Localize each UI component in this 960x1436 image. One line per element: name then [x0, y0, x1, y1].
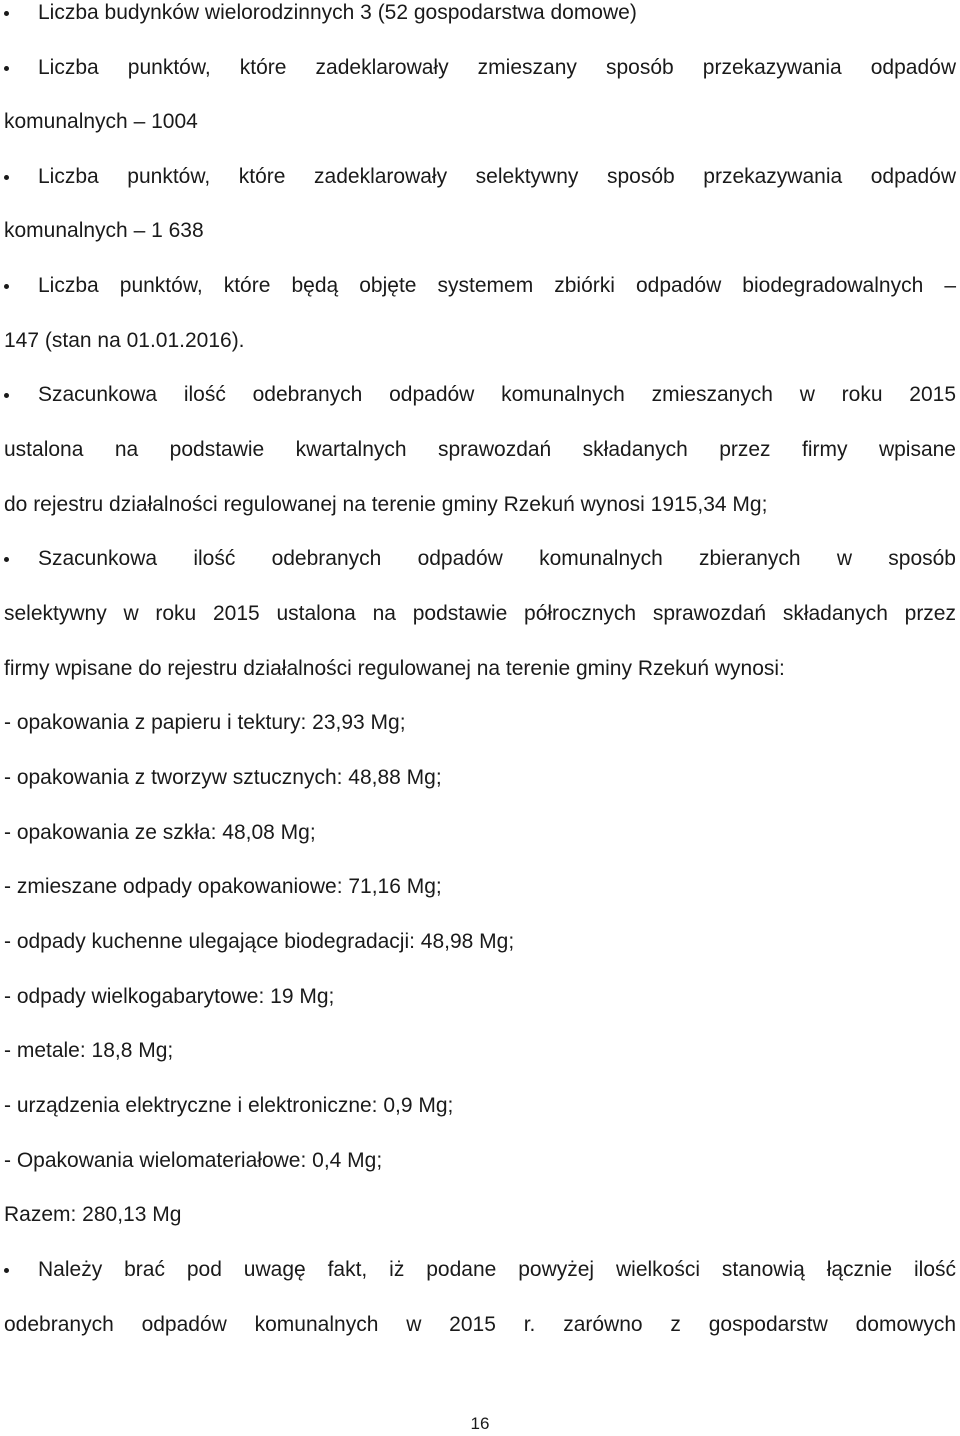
- text-line-24: [4, 1257, 956, 1283]
- line-text: Szacunkowa ilość odebranych odpadów komunalnych zbieranych w sposób: [38, 547, 956, 570]
- line-text: - opakowania z tworzyw sztucznych: 48,88 Mg;: [4, 766, 442, 789]
- line-text: komunalnych – 1004: [4, 110, 198, 133]
- text-line-9: [4, 437, 956, 463]
- line-text: selektywny w roku 2015 ustalona na podstawie półrocznych sprawozdań składanych przez: [4, 602, 956, 625]
- line-text: - odpady wielkogabarytowe: 19 Mg;: [4, 985, 335, 1008]
- text-line-10: [4, 492, 956, 518]
- line-text: Liczba punktów, które zadeklarowały selektywny sposób przekazywania odpadów: [38, 165, 956, 188]
- text-line-25: [4, 1312, 956, 1338]
- text-line-13: [4, 656, 956, 682]
- list-item-kitchen-waste: [4, 929, 956, 955]
- page-number: 16: [470, 1414, 490, 1433]
- line-text: ustalona na podstawie kwartalnych sprawozdań składanych przez firmy wpisane: [4, 438, 956, 461]
- line-text: Liczba budynków wielorodzinnych 3 (52 gospodarstwa domowe): [38, 1, 637, 24]
- text-line-6: [4, 273, 956, 299]
- line-text: komunalnych – 1 638: [4, 219, 204, 242]
- text-line-1: [4, 0, 956, 26]
- line-text: Szacunkowa ilość odebranych odpadów komunalnych zmieszanych w roku 2015: [38, 383, 956, 406]
- text-line-7: [4, 328, 956, 354]
- text-line-8: [4, 382, 956, 408]
- list-item-bulky-waste: [4, 984, 956, 1010]
- list-item-paper: [4, 710, 956, 736]
- total-line: [4, 1202, 956, 1228]
- line-text: - opakowania ze szkła: 48,08 Mg;: [4, 821, 316, 844]
- line-text: - metale: 18,8 Mg;: [4, 1039, 174, 1062]
- line-text: - Opakowania wielomateriałowe: 0,4 Mg;: [4, 1149, 383, 1172]
- bullet-icon: [4, 66, 9, 71]
- text-line-3: [4, 109, 956, 135]
- list-item-plastic: [4, 765, 956, 791]
- line-text: do rejestru działalności regulowanej na terenie gminy Rzekuń wynosi 1915,34 Mg;: [4, 493, 768, 516]
- line-text: Należy brać pod uwagę fakt, iż podane powyżej wielkości stanowią łącznie ilość: [38, 1258, 956, 1281]
- list-item-mixed-packaging: [4, 874, 956, 900]
- text-line-2: [4, 55, 956, 81]
- line-text: - zmieszane odpady opakowaniowe: 71,16 Mg;: [4, 875, 442, 898]
- text-line-5: [4, 218, 956, 244]
- line-text: - urządzenia elektryczne i elektroniczne: 0,9 Mg;: [4, 1094, 454, 1117]
- line-text: 147 (stan na 01.01.2016).: [4, 329, 245, 352]
- bullet-icon: [4, 284, 9, 289]
- line-text: - opakowania z papieru i tektury: 23,93 Mg;: [4, 711, 406, 734]
- bullet-icon: [4, 1268, 9, 1273]
- bullet-icon: [4, 175, 9, 180]
- bullet-icon: [4, 393, 9, 398]
- bullet-icon: [4, 11, 9, 16]
- line-text: Liczba punktów, które zadeklarowały zmieszany sposób przekazywania odpadów: [38, 56, 956, 79]
- list-item-metals: [4, 1038, 956, 1064]
- list-item-electronics: [4, 1093, 956, 1119]
- text-line-11: [4, 546, 956, 572]
- text-line-12: [4, 601, 956, 627]
- list-item-glass: [4, 820, 956, 846]
- line-text: - odpady kuchenne ulegające biodegradacji: 48,98 Mg;: [4, 930, 515, 953]
- bullet-icon: [4, 557, 9, 562]
- line-text: firmy wpisane do rejestru działalności regulowanej na terenie gminy Rzekuń wynosi:: [4, 657, 785, 680]
- line-text: odebranych odpadów komunalnych w 2015 r. zarówno z gospodarstw domowych: [4, 1313, 956, 1336]
- line-text: Razem: 280,13 Mg: [4, 1203, 182, 1226]
- text-line-4: [4, 164, 956, 190]
- list-item-multimaterial: [4, 1148, 956, 1174]
- line-text: Liczba punktów, które będą objęte systemem zbiórki odpadów biodegradowalnych –: [38, 274, 956, 297]
